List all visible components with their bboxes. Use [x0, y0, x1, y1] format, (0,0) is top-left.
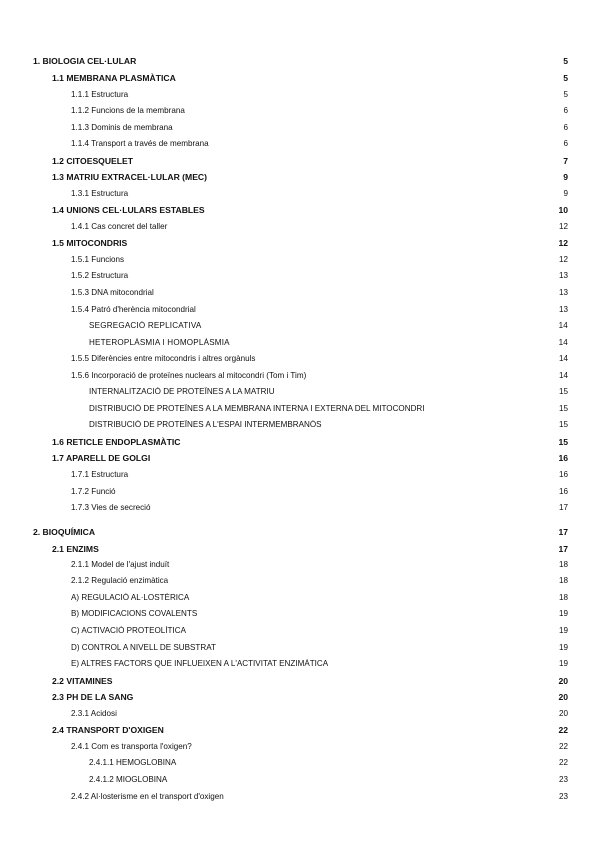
toc-entry-title: 1.5.4 Patró d'herència mitocondrial: [71, 305, 196, 314]
toc-entry-title: D) CONTROL A NIVELL DE SUBSTRAT: [71, 643, 216, 652]
toc-entry[interactable]: [71, 470, 568, 484]
toc-entry-page: 20: [558, 709, 568, 718]
toc-entry-page: 7: [563, 156, 568, 166]
toc-entry-page: 19: [558, 643, 568, 652]
toc-entry-title: 2.4 TRANSPORT D'OXIGEN: [52, 725, 164, 735]
toc-entry-page: 17: [558, 527, 568, 537]
toc-entry-title: A) REGULACIÓ AL·LOSTÈRICA: [71, 593, 190, 602]
toc-entry-title: 1.1.1 Estructura: [71, 90, 129, 99]
toc-entry[interactable]: [89, 321, 568, 335]
toc-entry[interactable]: [52, 725, 568, 739]
toc-entry[interactable]: [71, 503, 568, 517]
toc-entry[interactable]: [89, 758, 568, 772]
toc-entry[interactable]: [71, 487, 568, 501]
toc-entry-page: 6: [563, 106, 568, 115]
toc-entry-page: 5: [563, 56, 568, 66]
toc-entry[interactable]: [52, 73, 568, 87]
toc-entry[interactable]: [71, 576, 568, 590]
toc-entry-page: 12: [558, 255, 568, 264]
toc-entry[interactable]: [52, 437, 568, 451]
toc-entry[interactable]: [71, 222, 568, 236]
toc-entry-title: 2.3 PH DE LA SANG: [52, 692, 134, 702]
toc-entry[interactable]: [71, 792, 568, 806]
toc-entry-title: 1.4.1 Cas concret del taller: [71, 222, 168, 231]
toc-entry-title: INTERNALITZACIÓ DE PROTEÏNES A LA MATRIU: [89, 387, 275, 396]
toc-entry-page: 16: [558, 453, 568, 463]
toc-entry-title: HETEROPLÀSMIA I HOMOPLÀSMIA: [89, 338, 230, 347]
toc-entry-title: 2.1 ENZIMS: [52, 544, 99, 554]
toc-entry-title: 1.7.2 Funció: [71, 487, 116, 496]
toc-entry[interactable]: [71, 271, 568, 285]
toc-entry-title: 1.7.3 Vies de secreció: [71, 503, 151, 512]
toc-entry-page: 18: [558, 593, 568, 602]
toc-entry-page: 13: [558, 288, 568, 297]
toc-entry[interactable]: [52, 205, 568, 219]
toc-entry[interactable]: [71, 643, 568, 657]
toc-entry-title: 1.7.1 Estructura: [71, 470, 129, 479]
toc-entry-title: DISTRIBUCIÓ DE PROTEÏNES A L'ESPAI INTERMEMBRANÓS: [89, 420, 322, 429]
toc-entry-page: 5: [563, 73, 568, 83]
toc-entry-page: 22: [558, 742, 568, 751]
toc-entry-title: 2.4.1.2 MIOGLOBINA: [89, 775, 168, 784]
toc-entry-page: 18: [558, 560, 568, 569]
toc-entry-page: 12: [558, 222, 568, 231]
toc-entry-title: 1.5.2 Estructura: [71, 271, 129, 280]
toc-entry-page: 15: [558, 437, 568, 447]
toc-entry-page: 9: [563, 172, 568, 182]
toc-entry-title: SEGREGACIÓ REPLICATIVA: [89, 321, 202, 330]
toc-entry-title: 2.4.1 Com es transporta l'oxigen?: [71, 742, 192, 751]
toc-entry[interactable]: [52, 544, 568, 558]
toc-entry[interactable]: [71, 709, 568, 723]
toc-entry[interactable]: [71, 139, 568, 153]
toc-entry-title: 1.1.2 Funcions de la membrana: [71, 106, 185, 115]
toc-entry-title: 2.1.2 Regulació enzimàtica: [71, 576, 169, 585]
toc-entry-page: 12: [558, 238, 568, 248]
toc-entry-page: 13: [558, 271, 568, 280]
toc-entry-page: 17: [558, 503, 568, 512]
toc-entry[interactable]: [71, 288, 568, 302]
toc-entry[interactable]: [71, 609, 568, 623]
toc-entry[interactable]: [71, 255, 568, 269]
toc-entry[interactable]: [71, 659, 568, 673]
toc-entry-title: 1.4 UNIONS CEL·LULARS ESTABLES: [52, 205, 205, 215]
toc-entry[interactable]: [33, 527, 568, 541]
toc-entry-title: 1.6 RETICLE ENDOPLASMÀTIC: [52, 437, 181, 447]
toc-entry-title: 2. BIOQUÍMICA: [33, 527, 96, 537]
toc-entry[interactable]: [71, 189, 568, 203]
toc-entry-title: 1.1.3 Dominis de membrana: [71, 123, 173, 132]
toc-entry-page: 16: [558, 470, 568, 479]
toc-entry-page: 19: [558, 659, 568, 668]
toc-entry-title: E) ALTRES FACTORS QUE INFLUEIXEN A L'ACTIVITAT ENZIMÀTICA: [71, 659, 329, 668]
toc-entry-title: 1.5.3 DNA mitocondrial: [71, 288, 154, 297]
toc-entry-page: 20: [558, 692, 568, 702]
toc-entry-title: 1.5.6 Incorporació de proteïnes nuclears al mitocondri (Tom i Tim): [71, 371, 307, 380]
toc-entry[interactable]: [71, 560, 568, 574]
toc-entry[interactable]: [71, 593, 568, 607]
toc-entry-page: 13: [558, 305, 568, 314]
toc-entry-title: B) MODIFICACIONS COVALENTS: [71, 609, 198, 618]
toc-entry-page: 19: [558, 626, 568, 635]
toc-entry-page: 6: [563, 123, 568, 132]
toc-entry-title: 2.2 VITAMINES: [52, 676, 113, 686]
toc-entry[interactable]: [89, 420, 568, 434]
toc-entry-page: 15: [558, 387, 568, 396]
toc-entry-page: 18: [558, 576, 568, 585]
toc-entry-title: 2.4.2 Al·losterisme en el transport d'oxigen: [71, 792, 224, 801]
toc-entry-page: 6: [563, 139, 568, 148]
toc-entry-title: 1.1.4 Transport a través de membrana: [71, 139, 209, 148]
toc-entry-title: 1.3 MATRIU EXTRACEL·LULAR (MEC): [52, 172, 207, 182]
toc-entry-page: 15: [558, 420, 568, 429]
toc-entry[interactable]: [71, 123, 568, 137]
toc-entry-page: 14: [558, 371, 568, 380]
toc-entry-page: 22: [558, 725, 568, 735]
toc-entry[interactable]: [71, 305, 568, 319]
toc-entry-page: 14: [558, 354, 568, 363]
toc-entry[interactable]: [52, 156, 568, 170]
toc-entry-page: 14: [558, 338, 568, 347]
toc-entry-page: 15: [558, 404, 568, 413]
toc-entry[interactable]: [52, 692, 568, 706]
toc-entry-page: 16: [558, 487, 568, 496]
toc-entry-page: 10: [558, 205, 568, 215]
toc-entry-page: 5: [563, 90, 568, 99]
toc-entry-page: 17: [558, 544, 568, 554]
toc-entry[interactable]: [71, 106, 568, 120]
toc-entry-title: 1. BIOLOGIA CEL·LULAR: [33, 56, 137, 66]
toc-entry[interactable]: [52, 172, 568, 186]
toc-entry-page: 9: [563, 189, 568, 198]
toc-entry[interactable]: [71, 626, 568, 640]
toc-entry-title: 1.5 MITOCONDRIS: [52, 238, 128, 248]
toc-entry[interactable]: [71, 371, 568, 385]
toc-entry-title: 1.3.1 Estructura: [71, 189, 129, 198]
toc-entry[interactable]: [89, 387, 568, 401]
toc-entry[interactable]: [52, 238, 568, 252]
toc-entry[interactable]: [33, 56, 568, 70]
toc-entry[interactable]: [52, 676, 568, 690]
toc-entry-page: 23: [558, 775, 568, 784]
toc-entry-page: 19: [558, 609, 568, 618]
toc-entry-page: 20: [558, 676, 568, 686]
toc-entry[interactable]: [52, 453, 568, 467]
toc-entry[interactable]: [89, 338, 568, 352]
toc-entry-title: 2.4.1.1 HEMOGLOBINA: [89, 758, 177, 767]
toc-entry-title: 1.7 APARELL DE GOLGI: [52, 453, 151, 463]
toc-entry-page: 14: [558, 321, 568, 330]
toc-entry-title: 2.1.1 Model de l'ajust induït: [71, 560, 170, 569]
toc-entry-title: 1.2 CITOESQUELET: [52, 156, 134, 166]
toc-entry-page: 23: [558, 792, 568, 801]
toc-entry-title: DISTRIBUCIÓ DE PROTEÏNES A LA MEMBRANA INTERNA I EXTERNA DEL MITOCONDRI: [89, 404, 425, 413]
toc-entry-title: 1.5.1 Funcions: [71, 255, 125, 264]
toc-entry-title: 2.3.1 Acidosi: [71, 709, 117, 718]
toc-entry[interactable]: [71, 90, 568, 104]
toc-entry[interactable]: [71, 742, 568, 756]
toc-entry-page: 22: [558, 758, 568, 767]
toc-entry[interactable]: [71, 354, 568, 368]
toc-entry[interactable]: [89, 775, 568, 789]
toc-entry-title: C) ACTIVACIÓ PROTEOLÍTICA: [71, 626, 186, 635]
toc-entry[interactable]: [89, 404, 568, 418]
toc-entry-title: 1.5.5 Diferències entre mitocondris i altres orgànuls: [71, 354, 256, 363]
toc-entry-title: 1.1 MEMBRANA PLASMÀTICA: [52, 73, 176, 83]
